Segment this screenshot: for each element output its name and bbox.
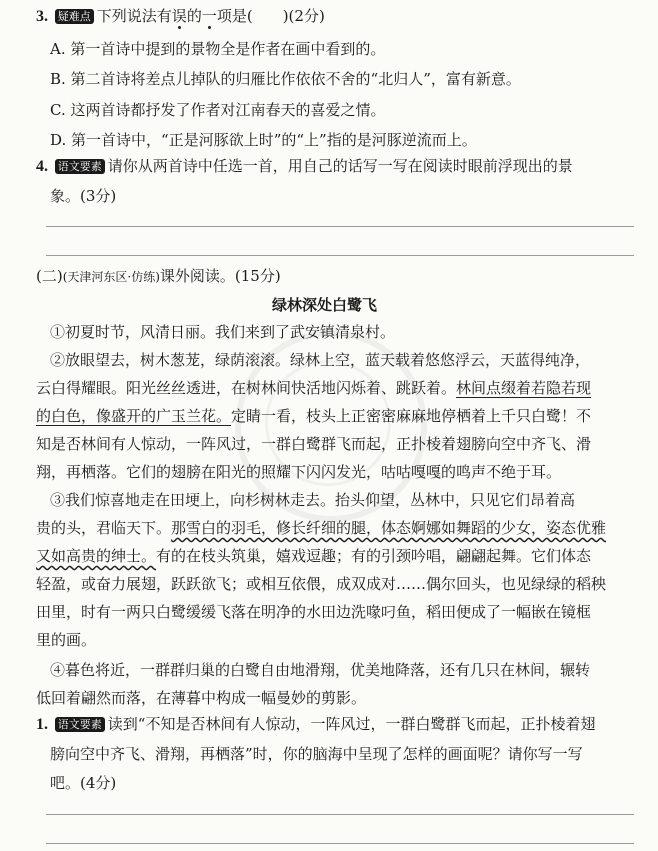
section-label: 课外阅读。(15分) [159,267,281,285]
paragraph-3-line: ③我们惊喜地走在田埂上，向杉树林走去。抬头仰望，丛林中，只见它们昂着高 [50,491,576,509]
emphasis-dot-char: 一 [201,7,217,25]
underlined-sentence: 的白色，像盛开的广玉兰花。 [36,407,232,425]
question-3 [36,6,325,27]
section-prefix: (二) [36,267,63,285]
paragraph-text: 定睛一看，枝头上正密密麻麻地停栖着上千只白鹭！不 [231,407,592,425]
language-element-tag: 语文要素 [55,159,105,174]
question-text-cont: 象。(3分) [50,187,117,205]
option-b[interactable]: B. 第二首诗将差点儿掉队的归雁比作依依不舍的“北归人”，富有新意。 [50,70,521,88]
option-c[interactable]: C. 这两首诗都抒发了作者对江南春天的喜爱之情。 [50,101,386,119]
option-d[interactable]: D. 第一首诗中，“正是河豚欲上时”的“上”指的是河豚逆流而上。 [50,131,477,149]
option-a[interactable]: A. 第一首诗中提到的景物全是作者在画中看到的。 [50,40,386,58]
question-stem-part: 下列说法有 [96,7,172,25]
question-number: 1. [36,716,48,733]
question-1 [36,714,595,735]
question-text-cont: 吧。(4分) [50,774,117,792]
question-text: 请你从两首诗中任选一首，用自己的话写一写在阅读时眼前浮现出的景 [107,157,573,175]
question-number: 4. [36,158,48,175]
answer-line[interactable] [46,843,634,844]
paragraph-3-line: 轻盈，或奋力展翅，跃跃欲飞；或相互依偎，成双成对……偶尔回头，也见绿绿的稻秧 [36,575,607,593]
paragraph-3-line: 田里，时有一两只白鹭缓缓飞落在明净的水田边洗喙叼鱼，稻田便成了一幅嵌在镜框 [36,603,592,621]
paragraph-4-line: ④暮色将近，一群群归巢的白鹭自由地滑翔，优美地降落，还有几只在林间，辗转 [50,661,591,679]
question-stem-part: 项是( )(2分) [216,7,325,25]
paragraph-text: 贵的头，君临天下。 [36,519,172,537]
underlined-sentence: 林间点缀着若隐若现 [456,379,592,397]
paragraph-3-line [36,518,606,538]
question-number: 3. [36,8,48,25]
paragraph-1: ①初夏时节，风清日丽。我们来到了武安镇清泉村。 [50,323,396,341]
paragraph-2-line: ②放眼望去，树木葱茏，绿荫滚滚。绿林上空，蓝天载着悠悠浮云，天蓝得纯净， [50,351,591,369]
wavy-underlined-sentence: 又如高贵的绅士。 [36,547,157,565]
answer-line[interactable] [46,814,634,815]
section-source: (天津河东区·仿练) [62,270,160,284]
passage-title: 绿林深处白鹭飞 [272,296,378,314]
paragraph-2-line [36,406,591,426]
answer-line[interactable] [46,226,634,227]
paragraph-3-line [36,546,591,566]
answer-line[interactable] [46,255,634,256]
paragraph-text: 有的在枝头筑巢，嬉戏逗趣；有的引颈吟唱，翩翩起舞。它们体态 [156,547,592,565]
language-element-tag: 语文要素 [55,717,105,732]
paragraph-2-line: 知是否林间有人惊动，一阵风过，一群白鹭群飞而起，正扑棱着翅膀向空中齐飞、滑 [36,435,592,453]
paragraph-4-line: 低回着翩然而落，在薄暮中构成一幅曼妙的剪影。 [36,689,367,707]
question-4 [36,156,573,177]
paragraph-3-line: 里的画。 [36,631,97,649]
paragraph-2-line: 翔，再栖落。它们的翅膀在阳光的照耀下闪闪发光，咕咕嘎嘎的鸣声不绝于耳。 [36,463,562,481]
question-stem-part: 的 [186,7,202,25]
paragraph-text: 云白得耀眼。阳光丝丝透进，在树林间快活地闪烁着、跳跃着。 [36,379,457,397]
paragraph-2-line [36,378,591,398]
question-text-cont: 膀向空中齐飞、滑翔，再栖落”时，你的脑海中呈现了怎样的画面呢？请你写一写 [50,745,583,763]
emphasis-dot-char: 误 [171,7,187,25]
section-heading [36,266,281,287]
wavy-underlined-sentence: 那雪白的羽毛，修长纤细的腿，体态婀娜如舞蹈的少女，姿态优雅 [171,519,607,537]
difficulty-tag: 疑难点 [55,9,94,24]
question-text: 读到“不知是否林间有人惊动，一阵风过，一群白鹭群飞而起，正扑棱着翅 [107,715,596,733]
